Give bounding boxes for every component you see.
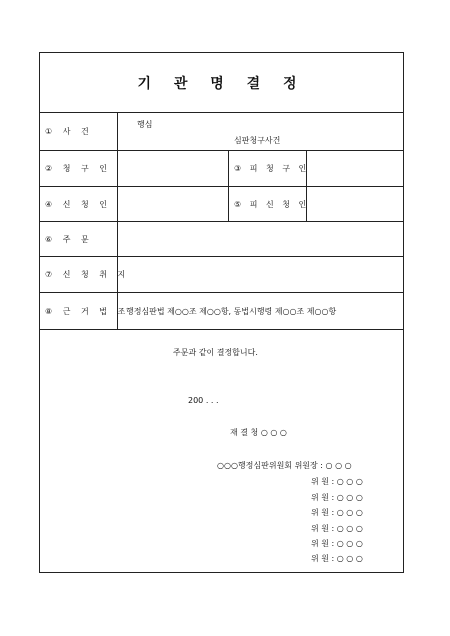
member-line: 위 원 : ○ ○ ○ [311, 493, 363, 502]
member-line: 위 원 : ○ ○ ○ [311, 539, 363, 548]
row-purpose [40, 257, 403, 293]
title-row [40, 53, 403, 113]
member-line: 위 원 : ○ ○ ○ [311, 508, 363, 517]
decision-date: 200 . . . [188, 396, 219, 405]
decision-form [39, 52, 404, 573]
member-line: 위 원 : ○ ○ ○ [311, 477, 363, 486]
member-line: 위 원 : ○ ○ ○ [311, 524, 363, 533]
row-applicant [40, 187, 403, 222]
label-order: ⑥ 주 문 [40, 222, 118, 256]
row-order [40, 222, 403, 257]
label-respondent: ③ 피 청 구 인 [228, 151, 307, 186]
label-case: ① 사 건 [40, 113, 118, 150]
member-line: 위 원 : ○ ○ ○ [311, 554, 363, 563]
row-law [40, 293, 403, 330]
case-type: 심판청구사건 [234, 136, 281, 145]
row-claimant [40, 151, 403, 187]
label-law: ⑧ 근 거 법 조 [40, 293, 118, 329]
label-applicant: ④ 신 청 인 [40, 187, 118, 221]
judge-line: 재 결 청 ○ ○ ○ [230, 428, 287, 437]
case-number-prefix: 행심 [137, 120, 153, 129]
label-respondent-applicant: ⑤ 피 신 청 인 [228, 187, 307, 221]
label-purpose: ⑦ 신 청 취 지 [40, 257, 118, 292]
form-title: 기 관 명 결 정 [137, 75, 306, 92]
committee-chair: ○○○행정심판위원회 위원장 : ○ ○ ○ [217, 461, 352, 470]
decision-statement: 주문과 같이 결정합니다. [173, 348, 258, 357]
row-case [40, 113, 403, 151]
law-text: 행정심판법 제○○조 제○○항, 동법시행령 제○○조 제○○항 [126, 307, 337, 316]
label-claimant: ② 청 구 인 [40, 151, 118, 186]
